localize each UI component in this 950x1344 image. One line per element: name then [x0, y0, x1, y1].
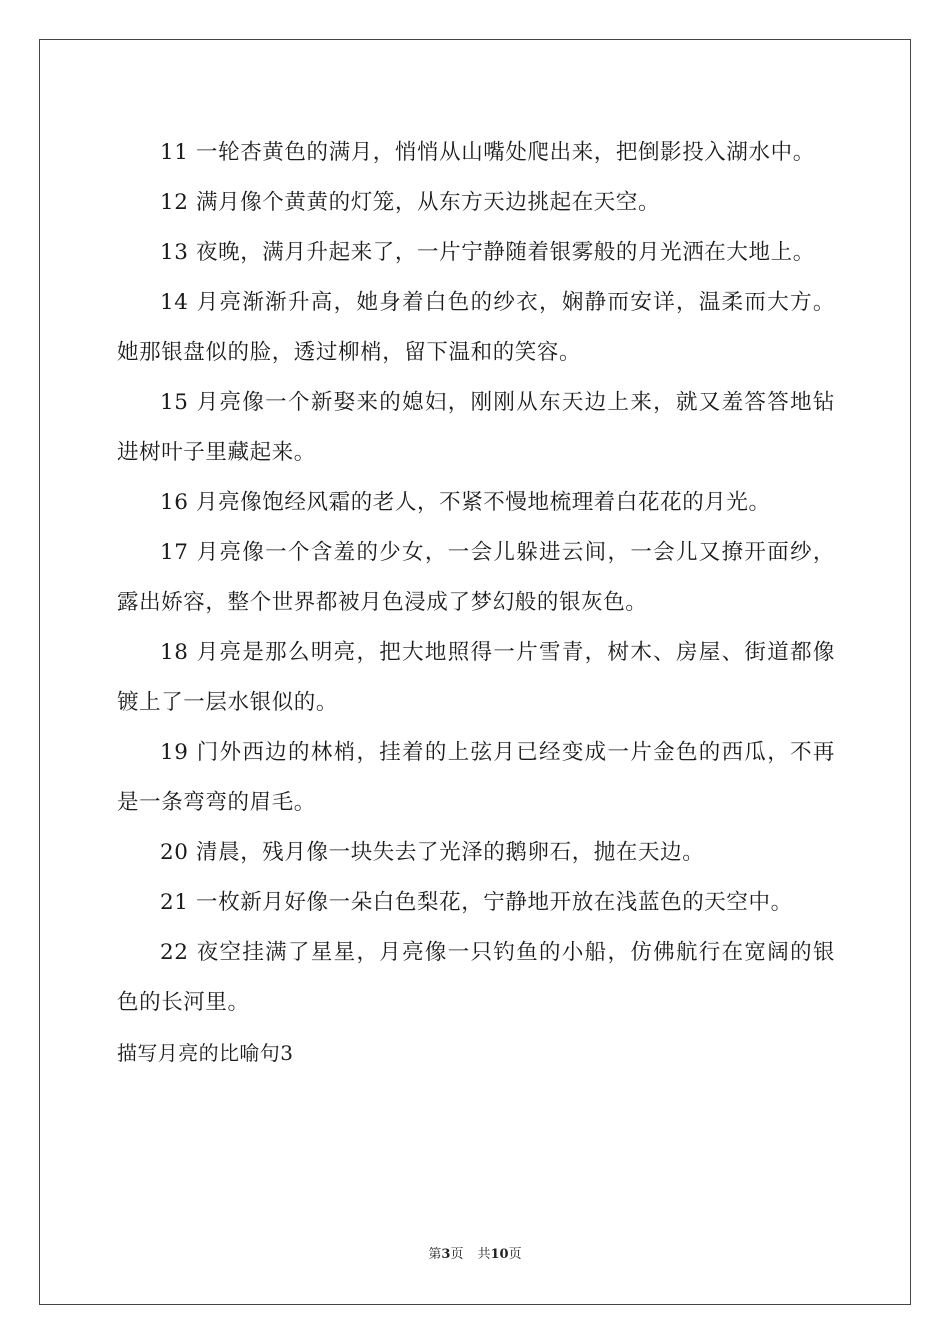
- document-body: [117, 128, 835, 1078]
- footer-prefix: 第: [428, 1247, 442, 1262]
- paragraph-11: 11 一轮杏黄色的满月，悄悄从山嘴处爬出来，把倒影投入湖水中。: [160, 140, 815, 165]
- footer-page-number: 3: [441, 1247, 451, 1262]
- paragraph-16: 16 月亮像饱经风霜的老人，不紧不慢地梳理着白花花的月光。: [160, 490, 771, 515]
- paragraph-18: 18 月亮是那么明亮，把大地照得一片雪青，树木、房屋、街道都像镀上了一层水银似的。: [117, 640, 835, 715]
- paragraph-22: 22 夜空挂满了星星，月亮像一只钓鱼的小船，仿佛航行在宽阔的银色的长河里。: [117, 940, 835, 1015]
- page-footer: [0, 1246, 950, 1264]
- footer-page-suffix: 页: [450, 1247, 464, 1262]
- paragraph-14: 14 月亮渐渐升高，她身着白色的纱衣，娴静而安详，温柔而大方。她那银盘似的脸，透过柳梢，留下温和的笑容。: [117, 290, 835, 365]
- footer-total-suffix: 页: [508, 1247, 522, 1262]
- paragraph-13: 13 夜晚，满月升起来了，一片宁静随着银雾般的月光洒在大地上。: [160, 240, 815, 265]
- section-heading: 描写月亮的比喻句3: [117, 1041, 294, 1065]
- paragraph-20: 20 清晨，残月像一块失去了光泽的鹅卵石，抛在天边。: [160, 840, 705, 865]
- paragraph-19: 19 门外西边的林梢，挂着的上弦月已经变成一片金色的西瓜，不再是一条弯弯的眉毛。: [117, 740, 835, 815]
- footer-total-pages: 10: [490, 1247, 509, 1262]
- footer-total-prefix: 共: [477, 1247, 491, 1262]
- paragraph-21: 21 一枚新月好像一朵白色梨花，宁静地开放在浅蓝色的天空中。: [160, 890, 793, 915]
- paragraph-15: 15 月亮像一个新娶来的媳妇，刚刚从东天边上来，就又羞答答地钻进树叶子里藏起来。: [117, 390, 835, 465]
- paragraph-12: 12 满月像个黄黄的灯笼，从东方天边挑起在天空。: [160, 190, 661, 215]
- paragraph-17: 17 月亮像一个含羞的少女，一会儿躲进云间，一会儿又撩开面纱，露出娇容，整个世界都被月色浸成了梦幻般的银灰色。: [117, 540, 835, 615]
